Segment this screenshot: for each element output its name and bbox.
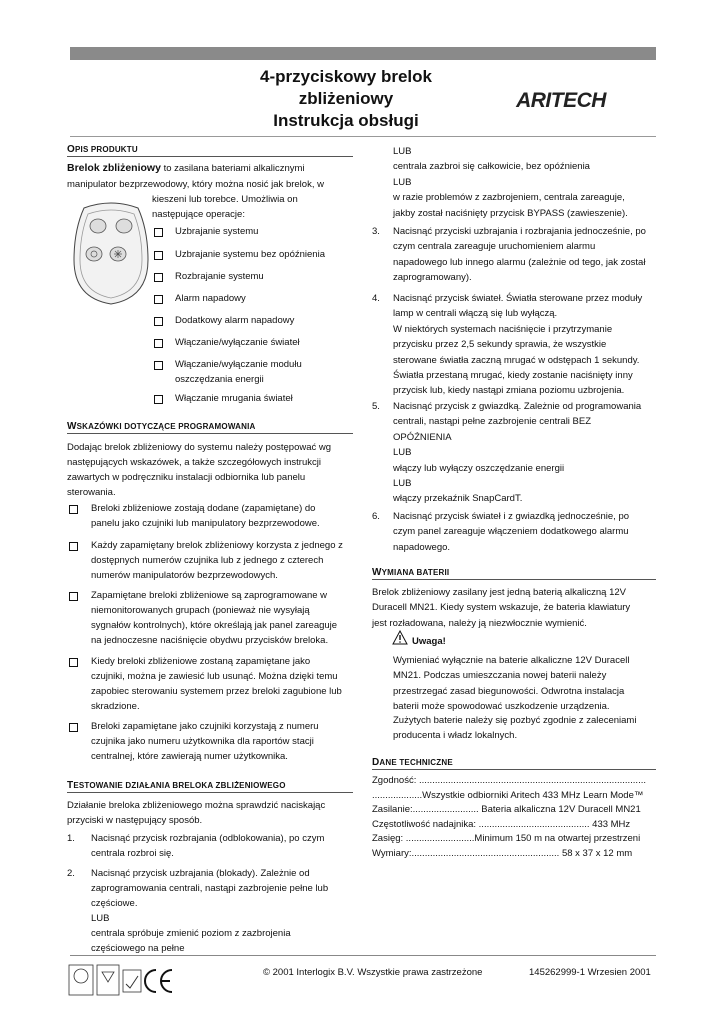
section-rule [67, 433, 353, 434]
step-line: OPÓŹNIENIA [393, 431, 452, 443]
paragraph-line: zawartych w podręczniku instalacji odbiornika lub panelu [67, 472, 306, 483]
warning-line: baterii może spowodować uszkodzenie urządzenia. [393, 701, 610, 713]
step-line: LUB [91, 913, 110, 924]
step-line: sterowane światła zaczną mrugać w odstępach 1 sekundy. [393, 354, 640, 366]
checkbox-bullet-icon [154, 251, 163, 260]
step-line: lamp w centrali włączą się lub wyłączą. [393, 308, 558, 320]
bullet-line: Breloki zbliżeniowe zostają dodane (zapamiętane) do [91, 503, 316, 514]
step-line: Światła przestaną mrugać, kiedy zostanie naciśnięty inny [393, 370, 633, 381]
step-line: centrala zazbroi się całkowicie, bez opóźnienia [393, 161, 590, 173]
section-heading-wskazowki: WSKAZÓWKI DOTYCZĄCE PROGRAMOWANIA [67, 421, 256, 432]
step-line: włączy lub wyłączy oszczędzanie energii [393, 462, 565, 474]
title-line-1: 4-przyciskowy brelok [260, 67, 432, 86]
paragraph-line: sterowania. [67, 487, 116, 498]
paragraph-line: jest rozładowana, należy ją niezwłocznie wymienić. [372, 617, 587, 629]
step-line: włączy przekaźnik SnapCardT. [393, 493, 523, 505]
aritech-logo [495, 88, 627, 110]
disposal-line: producenta i władz lokalnych. [393, 730, 518, 742]
step-line: napadowego lub innego alarmu (zależnie od tego, jak został [393, 256, 646, 268]
checkbox-bullet-icon [69, 658, 78, 667]
checkbox-bullet-icon [154, 361, 163, 370]
feature-item: Włączanie mrugania świateł [175, 393, 293, 404]
footer-rule [70, 955, 656, 956]
spec-row: ...................Wszystkie odbiorniki Aritech 433 MHz Learn Mode™ [372, 789, 644, 801]
intro-line-2: manipulator bezprzewodowy, który można nosić jak brelok, w [67, 179, 324, 190]
checkbox-bullet-icon [69, 505, 78, 514]
step-line: przycisku przez 2,5 sekundy sprawia, że wszystkie [393, 339, 607, 351]
bullet-line: numerów manipulatorów bezprzewodowych. [91, 570, 278, 581]
checkbox-bullet-icon [69, 723, 78, 732]
disposal-line: Zużytych baterie należy się pozbyć zgodnie z zaleceniami [393, 715, 637, 726]
page-title [222, 66, 470, 132]
step-line: Nacisnąć przycisk świateł. Światła sterowane przez moduły [393, 293, 643, 304]
step-line: zaprogramowany). [393, 272, 472, 284]
header-bar [70, 47, 656, 60]
section-heading-dane: DANE TECHNICZNE [372, 757, 453, 768]
paragraph-line: następujących wskazówek, a także szczegółowych instrukcji [67, 457, 321, 468]
intro-line-3: kieszeni lub torebce. Umożliwia on [152, 194, 298, 205]
step-number: 4. [372, 293, 380, 304]
paragraph-line: Działanie breloka zbliżeniowego można sprawdzić naciskając [67, 800, 326, 811]
step-line: Nacisnąć przycisk świateł i z gwiazdką jednocześnie, po [393, 511, 630, 522]
spec-row: Częstotliwość nadajnika: .......................................... 433 MHz [372, 818, 631, 830]
footer-copyright: © 2001 Interlogix B.V. Wszystkie prawa zastrzeżone [263, 967, 483, 978]
step-number: 3. [372, 226, 380, 237]
step-line: Nacisnąć przycisk uzbrajania (blokady). Zależnie od [91, 868, 310, 879]
checkbox-bullet-icon [154, 273, 163, 282]
bullet-line: dostępnych numerów czujnika lub z jednego z czterech [91, 555, 324, 566]
step-line: centrala spróbuje zmienić poziom z zazbrojenia [91, 928, 291, 939]
feature-item: Alarm napadowy [175, 293, 246, 304]
step-line: Nacisnąć przycisk rozbrajania (odblokowania), po czym [91, 833, 325, 844]
intro-line-1: Brelok zbliżeniowy to zasilana bateriami alkalicznymi [67, 162, 305, 174]
feature-item: Uzbrajanie systemu bez opóźnienia [175, 249, 325, 260]
warning-line: przestrzegać zasad biegunowości. Odwrotna instalacja [393, 685, 625, 697]
title-line-2: zbliżeniowy [298, 89, 394, 108]
checkbox-bullet-icon [69, 542, 78, 551]
warning-line: Wymieniać wyłącznie na baterie alkaliczne 12V Duracell [393, 655, 630, 666]
spec-row: Wymiary:........................................................ 58 x 37 x 12 mm [372, 848, 633, 859]
feature-item: Włączanie/wyłączanie modułu [175, 359, 302, 370]
footer-document-number: 145262999-1 Wrzesien 2001 [529, 967, 651, 978]
svg-text:ARITECH: ARITECH [516, 89, 606, 110]
paragraph-line: Duracell MN21. Kiedy system wskazuje, że bateria klawiatury [372, 602, 631, 614]
bullet-line: na jednoczesne naciśnięcie obydwu przycisków breloka. [91, 635, 329, 646]
step-line: LUB [393, 146, 412, 157]
section-heading-opis: OPIS PRODUKTU [67, 144, 138, 155]
section-heading-baterie: WYMIANA BATERII [372, 567, 450, 578]
step-line: częściowego na pełne [91, 943, 185, 954]
bullet-line: czujniki, można je zawiesić lub usunąć. Można dzięki temu [91, 671, 338, 682]
step-number: 1. [67, 833, 75, 844]
bullet-line: centralnej, które zawierają numer użytkownika. [91, 751, 288, 762]
feature-item: oszczędzania energii [175, 374, 264, 385]
checkbox-bullet-icon [154, 228, 163, 237]
bullet-line: panelu jako czujniki lub manipulatory bezprzewodowe. [91, 518, 320, 529]
feature-item: Uzbrajanie systemu [175, 226, 259, 237]
feature-item: Dodatkowy alarm napadowy [175, 315, 295, 326]
step-line: Nacisnąć przyciski uzbrajania i rozbrajania jednocześnie, po [393, 226, 646, 237]
step-line: LUB [393, 176, 412, 188]
step-line: LUB [393, 447, 412, 459]
intro-line-4: następujące operacje: [152, 209, 245, 220]
checkbox-bullet-icon [154, 317, 163, 326]
bullet-line: Zapamiętane breloki zbliżeniowe są zaprogramowane w [91, 590, 328, 601]
step-line: w razie problemów z zazbrojeniem, centrala zareaguje, [393, 192, 625, 204]
step-line: przycisk lub, kiedy nastąpi zmiana poziomu uzbrojenia. [393, 385, 625, 397]
checkbox-bullet-icon [69, 592, 78, 601]
step-line: centrala rozbroi się. [91, 848, 174, 859]
step-number: 5. [372, 401, 380, 412]
keyfob-illustration [70, 200, 152, 308]
bullet-line: Breloki zapamiętane jako czujniki korzystają z numeru [91, 721, 319, 732]
bullet-line: Każdy zapamiętany brelok zbliżeniowy korzysta z jednego z [91, 540, 343, 551]
title-line-3: Instrukcja obsługi [273, 111, 419, 130]
step-line: zaprogramowania centrali, nastąpi zazbrojenie pełne lub [91, 883, 329, 894]
feature-item: Włączanie/wyłączanie świateł [175, 337, 300, 348]
warning-line: MN21. Podczas umieszczania nowej baterii należy [393, 670, 607, 682]
section-rule [67, 792, 353, 793]
paragraph-line: Dodając brelok zbliżeniowy do systemu należy postępować wg [67, 442, 332, 453]
step-line: W niektórych systemach naciśnięcie i przytrzymanie [393, 323, 613, 335]
step-line: centrali, nastąpi pełne zazbrojenie centrali BEZ [393, 416, 592, 428]
certification-marks [68, 964, 176, 996]
warning-icon [392, 630, 408, 645]
step-line: jakby został naciśnięty przycisk BYPASS (zawieszenie). [393, 207, 628, 219]
step-line: czym centrala zareaguje uruchomieniem alarmu [393, 241, 596, 253]
step-number: 2. [67, 868, 75, 879]
bullet-line: czujnika jako numeru użytkownika dla raportów stacji [91, 736, 314, 747]
step-line: napadowego. [393, 541, 451, 553]
section-rule [67, 156, 353, 157]
paragraph-line: Brelok zbliżeniowy zasilany jest jedną baterią alkaliczną 12V [372, 587, 626, 598]
step-line: Nacisnąć przycisk z gwiazdką. Zależnie od programowania [393, 401, 642, 412]
bullet-line: niemonitorowanych grupach (ponieważ nie wysyłają [91, 605, 310, 616]
section-rule [372, 769, 656, 770]
bullet-line: zapobiec sterowaniu systemem przez breloki zagubione lub [91, 686, 342, 697]
bullet-line: sygnałów kontrolnych), które określają jak panel zareaguje [91, 620, 338, 631]
bullet-line: Kiedy breloki zbliżeniowe zostaną zapamiętane jako [91, 656, 311, 667]
section-heading-testowanie: TESTOWANIE DZIAŁANIA BRELOKA ZBLIŻENIOWEGO [67, 780, 286, 791]
spec-row: Zgodność: ...................................................................................... [372, 775, 646, 786]
paragraph-line: przyciski w następujący sposób. [67, 815, 203, 826]
section-rule [372, 579, 656, 580]
spec-row: Zasilanie:......................... Bateria alkaliczna 12V Duracell MN21 [372, 804, 641, 816]
warning-title: Uwaga! [412, 636, 446, 647]
step-line: LUB [393, 478, 412, 489]
bullet-line: skradzione. [91, 701, 140, 712]
step-line: częściowe. [91, 898, 138, 909]
spec-row: Zasięg: ..........................Minimum 150 m na otwartej przestrzeni [372, 833, 641, 845]
checkbox-bullet-icon [154, 339, 163, 348]
step-line: czym panel zareaguje włączeniem dodatkowego alarmu [393, 526, 629, 538]
header-rule [70, 136, 656, 137]
checkbox-bullet-icon [154, 395, 163, 404]
checkbox-bullet-icon [154, 295, 163, 304]
feature-item: Rozbrajanie systemu [175, 271, 264, 282]
step-number: 6. [372, 511, 380, 522]
